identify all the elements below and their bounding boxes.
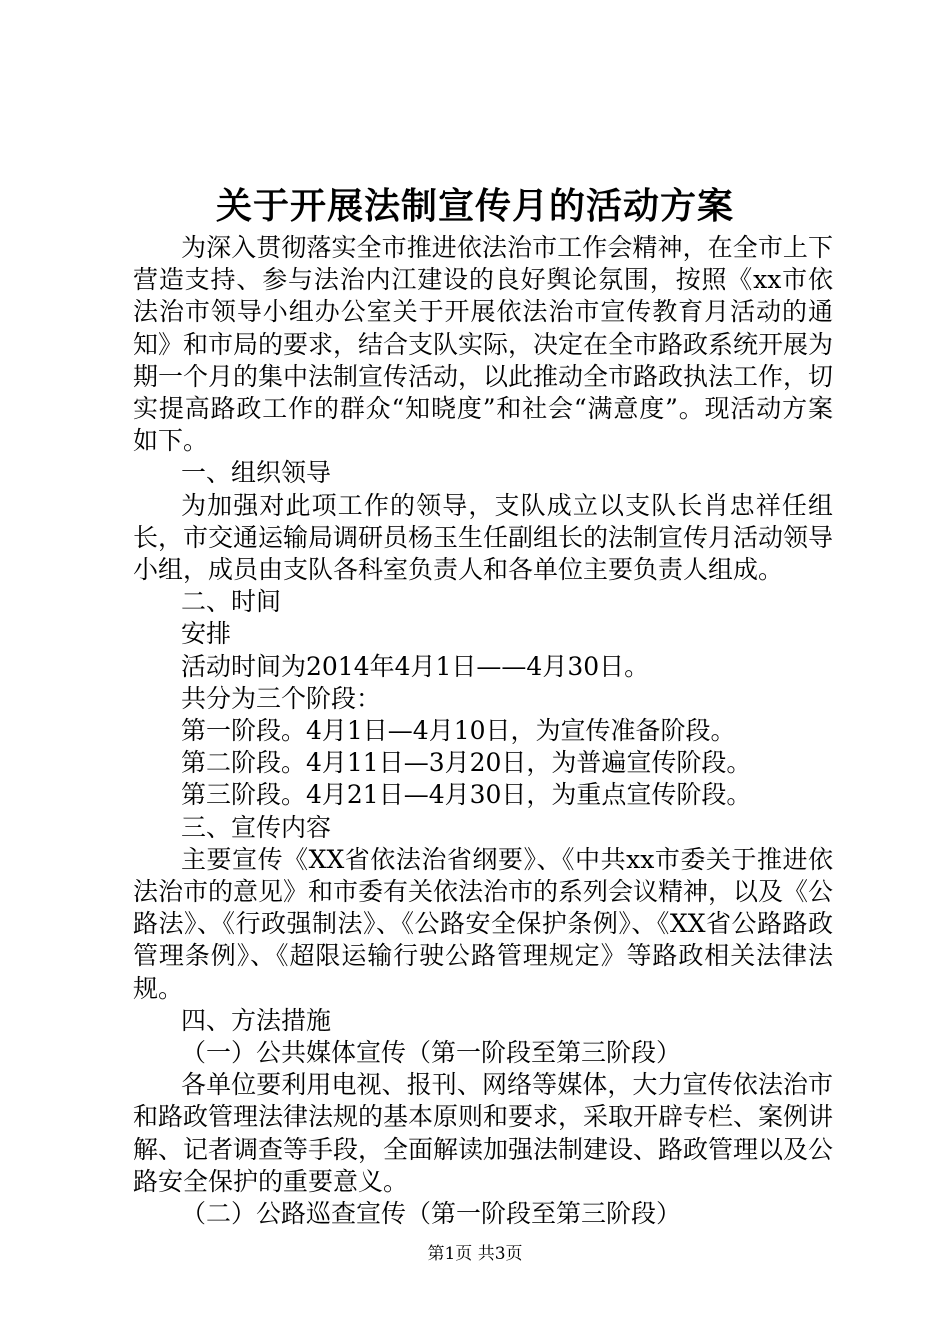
paragraph-intro: 为深入贯彻落实全市推进依法治市工作会精神，在全市上下营造支持、参与法治内江建设的良好舆论氛围，按照《xx市依法治市领导小组办公室关于开展依法治市宣传教育月活动的通知》和市局的要求，结合支队实际，决定在全市路政系统开展为期一个月的集中法制宣传活动，以此推动全市路政执法工作，切实提高路政工作的群众“知晓度”和社会“满意度”。现活动方案如下。 [133, 233, 834, 456]
heading-content: 三、宣传内容 [181, 812, 332, 842]
paragraph-activity-time: 活动时间为2014年4月1日——4月30日。 [181, 651, 650, 681]
document-title: 关于开展法制宣传月的活动方案 [215, 185, 734, 227]
subheading-media: （一）公共媒体宣传（第一阶段至第三阶段） [181, 1038, 682, 1068]
paragraph-organization: 为加强对此项工作的领导，支队成立以支队长肖忠祥任组长，市交通运输局调研员杨玉生任副组长的法制宣传月活动领导小组，成员由支队各科室负责人和各单位主要负责人组成。 [133, 490, 834, 585]
heading-organization: 一、组织领导 [181, 458, 332, 488]
subheading-patrol: （二）公路巡查宣传（第一阶段至第三阶段） [181, 1199, 682, 1229]
paragraph-media: 各单位要利用电视、报刊、网络等媒体，大力宣传依法治市和路政管理法律法规的基本原则和要求，采取开辟专栏、案例讲解、记者调查等手段，全面解读加强法制建设、路政管理以及公路安全保护的重要意义。 [133, 1070, 834, 1196]
paragraph-stage-three: 第三阶段。4月21日—4月30日，为重点宣传阶段。 [181, 780, 752, 810]
paragraph-stage-two: 第二阶段。4月11日—3月20日，为普遍宣传阶段。 [181, 748, 752, 778]
paragraph-content: 主要宣传《XX省依法治省纲要》、《中共xx市委关于推进依法治市的意见》和市委有关依法治市的系列会议精神，以及《公路法》、《行政强制法》、《公路安全保护条例》、《XX省公路路政管理条例》、《超限运输行驶公路管理规定》等路政相关法律法规。 [133, 844, 834, 1003]
document-body [133, 232, 833, 1230]
paragraph-stage-one: 第一阶段。4月1日—4月10日，为宣传准备阶段。 [181, 716, 736, 746]
heading-methods: 四、方法措施 [181, 1005, 332, 1035]
page-number-footer: 第1页 共3页 [427, 1244, 523, 1264]
heading-time: 二、时间 [181, 587, 282, 617]
heading-arrangement: 安排 [181, 619, 232, 649]
paragraph-stages-intro: 共分为三个阶段： [181, 683, 382, 713]
